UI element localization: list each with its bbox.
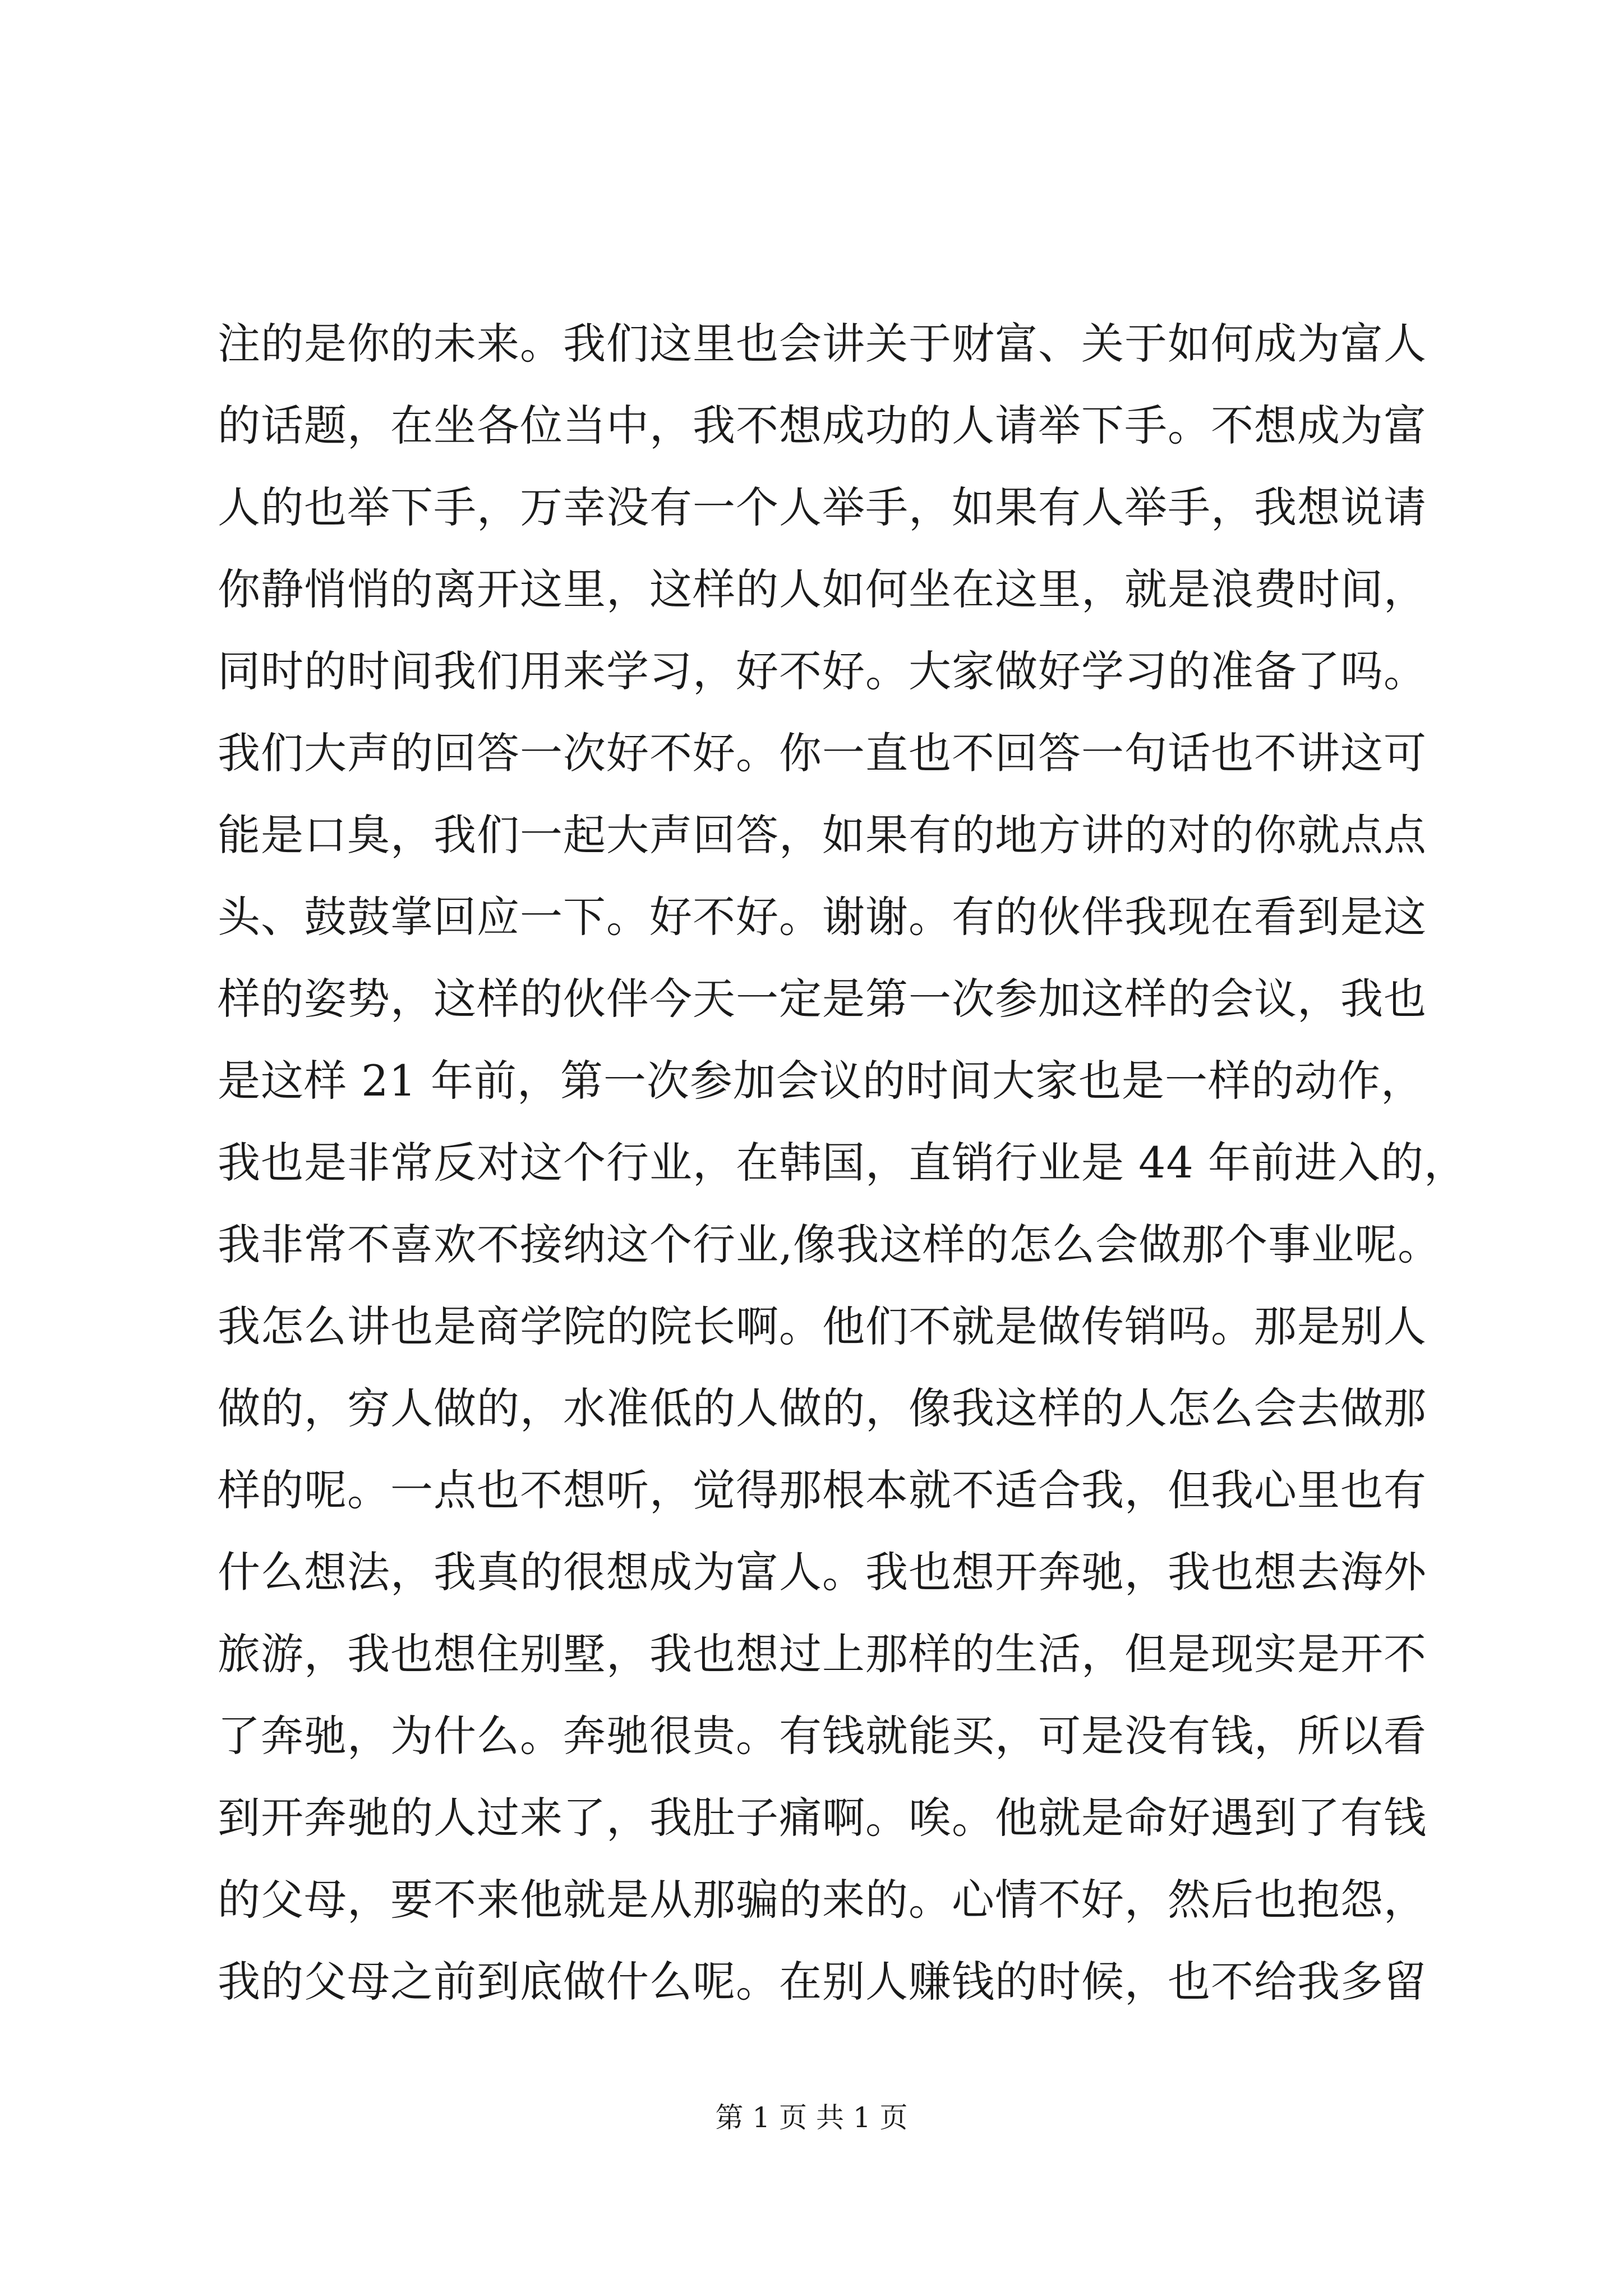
text-line: 你静悄悄的离开这里，这样的人如何坐在这里，就是浪费时间，	[218, 564, 1427, 614]
text-line: 的话题，在坐各位当中，我不想成功的人请举下手。不想成为富	[218, 401, 1427, 450]
text-line: 我怎么讲也是商学院的院长啊。他们不就是做传销吗。那是别人	[218, 1301, 1427, 1351]
text-line: 到开奔驰的人过来了，我肚子痛啊。唉。他就是命好遇到了有钱	[218, 1793, 1427, 1843]
page-footer: 第 1 页 共 1 页	[715, 2101, 908, 2134]
text-line: 是这样 21 年前，第一次参加会议的时间大家也是一样的动作，	[218, 1056, 1424, 1106]
text-line: 注的是你的未来。我们这里也会讲关于财富、关于如何成为富人	[218, 319, 1427, 369]
text-line: 什么想法，我真的很想成为富人。我也想开奔驰，我也想去海外	[218, 1547, 1427, 1597]
text-line: 我们大声的回答一次好不好。你一直也不回答一句话也不讲这可	[218, 728, 1427, 778]
text-line: 做的，穷人做的，水准低的人做的，像我这样的人怎么会去做那	[218, 1383, 1427, 1433]
text-line: 人的也举下手，万幸没有一个人举手，如果有人举手，我想说请	[218, 482, 1427, 532]
text-line: 样的姿势，这样的伙伴今天一定是第一次参加这样的会议，我也	[218, 974, 1427, 1024]
text-line: 能是口臭，我们一起大声回答，如果有的地方讲的对的你就点点	[218, 810, 1427, 860]
text-line: 的父母，要不来他就是从那骗的来的。心情不好，然后也抱怨，	[218, 1875, 1427, 1925]
text-line: 了奔驰，为什么。奔驰很贵。有钱就能买，可是没有钱，所以看	[218, 1711, 1427, 1761]
text-line: 我非常不喜欢不接纳这个行业,像我这样的怎么会做那个事业呢。	[218, 1220, 1441, 1269]
body-text	[218, 303, 1468, 2023]
text-line: 我也是非常反对这个行业，在韩国，直销行业是 44 年前进入的，	[218, 1138, 1468, 1188]
text-line: 同时的时间我们用来学习，好不好。大家做好学习的准备了吗。	[218, 646, 1427, 696]
text-line: 样的呢。一点也不想听，觉得那根本就不适合我，但我心里也有	[218, 1465, 1427, 1515]
text-line: 旅游，我也想住别墅，我也想过上那样的生活，但是现实是开不	[218, 1629, 1427, 1679]
text-line: 我的父母之前到底做什么呢。在别人赚钱的时候，也不给我多留	[218, 1957, 1427, 2007]
text-line: 头、鼓鼓掌回应一下。好不好。谢谢。有的伙伴我现在看到是这	[218, 892, 1427, 942]
